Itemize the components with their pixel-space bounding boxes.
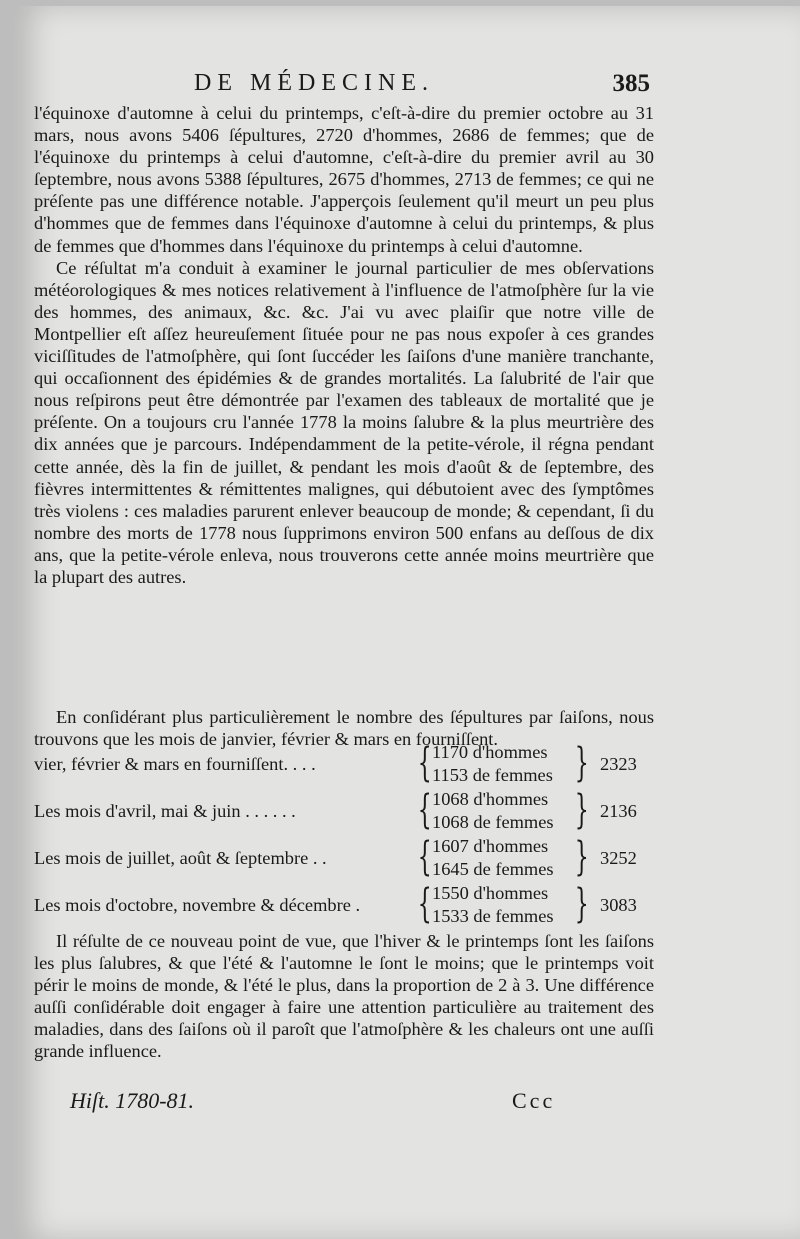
left-brace: { [417,787,432,833]
women-count: 1068 de femmes [432,812,554,832]
row-label: Les mois d'octobre, novembre & décembre . [34,895,361,915]
page-header [14,70,800,104]
paragraph-1: l'équinoxe d'automne à celui du printemps, c'eſt-à-dire du premier octobre au 31 mars, nous avons 5406 ſépultures, 2720 d'hommes, 2686 de femmes; que de l'équinoxe du printemps à celui d'automne, c'eſt-à-dire du premier avril au 30 ſeptembre, nous avons 5388 ſépultures, 2675 d'hommes, 2713 de femmes; ce qui ne préſente pas une différence notable. J'apperçois ſeulement qu'il meurt un peu plus d'hommes que de femmes dans l'équinoxe d'automne à celui du printemps, & plus de femmes que d'hommes dans l'équinoxe du printemps à celui d'automne. [34,103,654,256]
men-count: 1170 d'hommes [432,742,548,762]
men-count: 1550 d'hommes [432,883,549,903]
page-number: 385 [612,70,650,97]
left-brace: { [417,834,432,880]
left-brace: { [417,740,432,786]
signature-mark-right: Ccc [512,1088,556,1113]
table-row [34,883,674,930]
row-label: Les mois de juillet, août & ſeptembre . . [34,848,327,868]
row-total: 2136 [600,801,637,821]
row-total: 2323 [600,754,637,774]
row-label: vier, février & mars en fourniſſent. . . . [34,754,316,774]
body-text-bottom [34,930,654,1063]
right-brace: } [574,834,589,880]
table-row [34,742,674,789]
paragraph-4: Il réſulte de ce nouveau point de vue, que l'hiver & le printemps ſont les ſaiſons les plus ſalubres, & que l'été & l'automne le ſont le moins; que le printemps voit périr le moins de monde, & l'été le plus, dans la proportion de 2 à 3. Une différence auſſi conſidérable doit engager à faire une attention particulière au traitement des maladies, dans des ſaiſons où il paroît que l'atmoſphère & les chaleurs ont une auſſi grande influence. [34,931,654,1062]
burials-by-season-table [34,742,674,930]
table-row [34,789,674,836]
left-brace: { [417,881,432,927]
body-text-top [34,102,654,588]
right-brace: } [574,881,589,927]
paragraph-2: Ce réſultat m'a conduit à examiner le journal particulier de mes obſervations météorologiques & mes notices relativement à l'influence de l'atmoſphère ſur la vie des hommes, des animaux, &c. &c. J'ai vu avec plaiſir que notre ville de Montpellier eſt aſſez heureuſement ſituée pour ne pas nous expoſer à ces grandes viciſſitudes de l'atmoſphère, qui ſont ſuccéder les ſaiſons d'une manière tranchante, qui occaſionnent des épidémies & de grandes mortalités. La ſalubrité de l'air que nous reſpirons peut être démontrée par l'examen des tableaux de mortalité que je préſente. On a toujours cru l'année 1778 la moins ſalubre & la plus meurtrière des dix années que je parcours. Indépendamment de la petite-vérole, il régna pendant cette année, dès la fin de juillet, & pendant les mois d'août & de ſeptembre, des fièvres intermittentes & rémittentes malignes, qui débutoient avec des ſymptômes très violens : ces maladies parurent enlever beaucoup de monde; & cependant, ſi du nombre des morts de 1778 nous ſupprimons environ 500 enfans au deſſous de dix ans, que la petite-vérole enleva, nous trouverons cette année moins meurtrière que la plupart des autres. [34,257,654,587]
women-count: 1645 de femmes [432,859,554,879]
row-label: Les mois d'avril, mai & juin . . . . . . [34,801,296,821]
right-brace: } [574,740,589,786]
row-total: 3083 [600,895,637,915]
paragraph-3: En conſidérant plus particulièrement le nombre des ſépultures par ſaiſons, nous trouvons que les mois de janvier, février & mars en fourniſſent. [34,707,654,750]
signature-mark-left: Hiſt. 1780-81. [70,1088,195,1113]
right-brace: } [574,787,589,833]
men-count: 1607 d'hommes [432,836,549,856]
page-footer [14,1088,800,1118]
row-total: 3252 [600,848,637,868]
men-count: 1068 d'hommes [432,789,549,809]
table-row [34,836,674,883]
women-count: 1533 de femmes [432,906,554,926]
book-page [14,6,800,1239]
women-count: 1153 de femmes [432,765,553,785]
running-head: DE MÉDECINE. [194,70,434,96]
